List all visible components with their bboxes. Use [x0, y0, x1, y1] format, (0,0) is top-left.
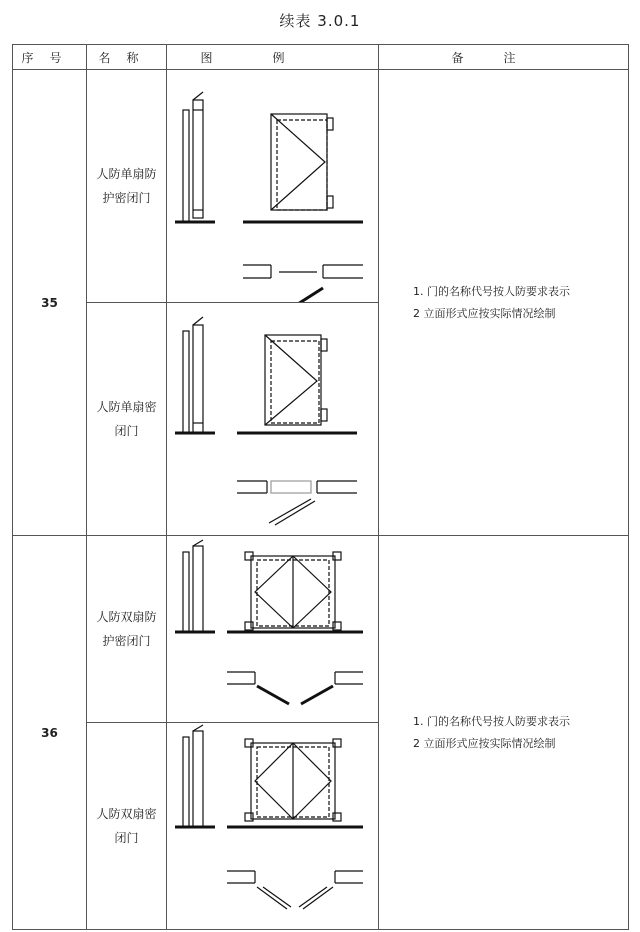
- item-name: 人防双扇防护密闭门: [87, 536, 167, 723]
- double-airtight-door-drawing: [167, 723, 379, 929]
- table-row: [13, 536, 629, 723]
- item-name: 人防双扇密闭门: [87, 723, 167, 930]
- header-note: 备注: [379, 45, 629, 70]
- note-line: 2 立面形式应按实际情况绘制: [413, 306, 556, 320]
- single-door-drawing: [167, 70, 379, 302]
- row-seq-35: 35: [13, 70, 87, 536]
- header-seq: 序号: [13, 45, 87, 70]
- legend-figure: [167, 536, 379, 723]
- legend-figure: [167, 70, 379, 303]
- row-notes: [379, 536, 629, 930]
- table-row: [13, 70, 629, 303]
- legend-figure: [167, 723, 379, 930]
- header-figure: 图例: [167, 45, 379, 70]
- note-line: 1. 门的名称代号按人防要求表示: [413, 284, 570, 298]
- double-door-drawing: [167, 536, 379, 722]
- table-header-row: [13, 45, 629, 70]
- header-name: 名称: [87, 45, 167, 70]
- row-notes: [379, 70, 629, 536]
- note-line: 1. 门的名称代号按人防要求表示: [413, 714, 570, 728]
- item-name: 人防单扇密闭门: [87, 303, 167, 536]
- item-name: 人防单扇防护密闭门: [87, 70, 167, 303]
- legend-table: [12, 44, 629, 930]
- legend-figure: [167, 303, 379, 536]
- note-line: 2 立面形式应按实际情况绘制: [413, 736, 556, 750]
- table-title: 续表 3.0.1: [279, 12, 361, 30]
- row-seq-36: 36: [13, 536, 87, 930]
- single-airtight-door-drawing: [167, 303, 379, 535]
